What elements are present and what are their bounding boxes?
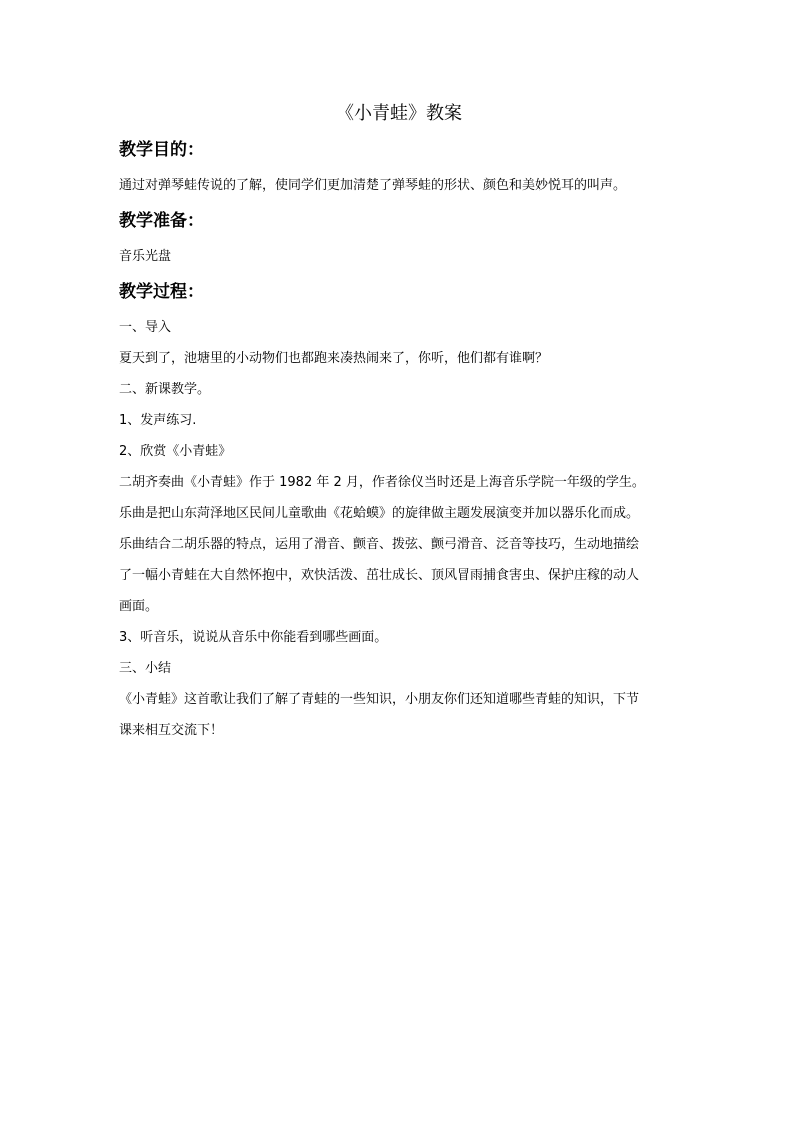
objective-text: 通过对弹琴蛙传说的了解，使同学们更加清楚了弹琴蛙的形状、颜色和美妙悦耳的叫声。: [119, 178, 627, 193]
process-line-summary-2: 课来相互交流下！: [119, 723, 224, 738]
process-line-new-lesson: 二、新课教学。: [119, 382, 211, 397]
process-line-erhu-1: 二胡齐奏曲《小青蛙》作于 1982 年 2 月，作者徐仪当时还是上海音乐学院一年级的学生。: [119, 475, 645, 490]
process-line-intro-heading: 一、导入: [119, 320, 172, 335]
process-line-erhu-3: 乐曲结合二胡乐器的特点，运用了滑音、颤音、拨弦、颤弓滑音、泛音等技巧，生动地描绘: [119, 537, 640, 552]
process-line-appreciation: 2、欣赏《小青蛙》: [119, 444, 232, 459]
document-title: 《小青蛙》教案: [336, 103, 462, 124]
process-line-erhu-5: 画面。: [119, 599, 159, 614]
preparation-text: 音乐光盘: [119, 249, 172, 264]
process-heading: 教学过程：: [119, 282, 204, 302]
process-line-listening: 3、听音乐，说说从音乐中你能看到哪些画面。: [119, 630, 388, 645]
objective-heading: 教学目的：: [119, 140, 204, 160]
process-line-erhu-4: 了一幅小青蛙在大自然怀抱中，欢快活泼、茁壮成长、顶风冒雨捕食害虫、保护庄稼的动人: [119, 568, 640, 583]
preparation-heading: 教学准备：: [119, 211, 204, 231]
process-line-intro-text: 夏天到了，池塘里的小动物们也都跑来凑热闹来了，你听，他们都有谁啊？: [119, 351, 549, 366]
process-line-summary-heading: 三、小结: [119, 661, 172, 676]
document-content: [119, 100, 679, 746]
process-line-summary-1: 《小青蛙》这首歌让我们了解了青蛙的一些知识，小朋友你们还知道哪些青蛙的知识，下节: [119, 692, 640, 707]
process-line-vocal-practice: 1、发声练习.: [119, 413, 197, 428]
process-line-erhu-2: 乐曲是把山东菏泽地区民间儿童歌曲《花蛤蟆》的旋律做主题发展演变并加以器乐化而成。: [119, 506, 640, 521]
